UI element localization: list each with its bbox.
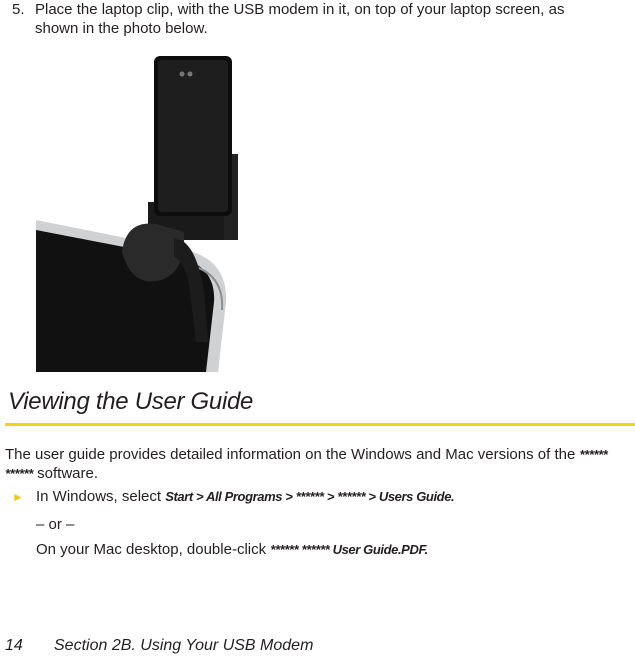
step-text: Place the laptop clip, with the USB modem in it, on top of your laptop screen, as shown in the photo below. [35, 1, 565, 37]
or-separator: – or – [36, 516, 75, 533]
intro-text: The user guide provides detailed information on the Windows and Mac versions of the [5, 446, 576, 463]
mac-instruction [36, 540, 428, 559]
intro-suffix: software. [37, 465, 98, 482]
windows-path: Start > All Programs > ****** > ****** > Users Guide. [165, 489, 455, 504]
page-footer [5, 637, 313, 655]
section-heading: Viewing the User Guide [8, 388, 254, 415]
laptop-modem-photo [36, 52, 238, 372]
heading-rule [5, 423, 635, 426]
footer-section: Section 2B. Using Your USB Modem [54, 637, 314, 654]
intro-paragraph [5, 445, 620, 483]
step-number: 5. [12, 1, 25, 18]
mac-prefix: On your Mac desktop, double-click [36, 541, 267, 558]
page-number: 14 [5, 637, 23, 654]
mac-file: ****** ****** User Guide.PDF. [270, 542, 428, 557]
masked-product-name: ****** ****** [5, 447, 608, 481]
bullet-arrow-icon: ► [12, 490, 24, 504]
windows-prefix: In Windows, select [36, 488, 162, 505]
windows-instruction [36, 487, 454, 506]
